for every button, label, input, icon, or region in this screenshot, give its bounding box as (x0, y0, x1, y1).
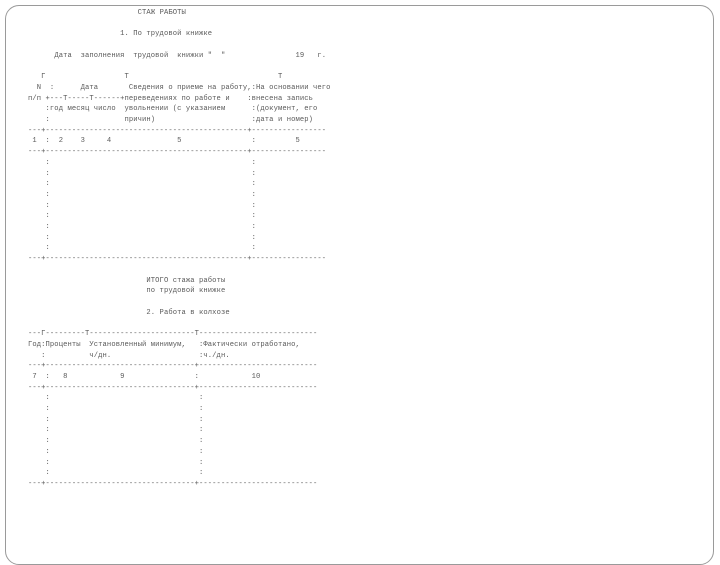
table2-rule-mid: ---+----------------------------------+--------------------------- (28, 383, 318, 392)
table1-empty-row: : : (28, 180, 257, 189)
table1-rule-top: Г Т Т (28, 73, 283, 82)
table2-header-line: Год:Проценты Установленный минимум, :Фактически отработано, (28, 340, 300, 349)
table1-empty-row: : : (28, 212, 257, 221)
table2-empty-row: : : (28, 447, 204, 456)
table2-empty-row: : : (28, 415, 204, 424)
document-title (28, 9, 138, 17)
document-sheet (28, 8, 440, 534)
table2-column-numbers: 7 : 8 9 : 10 (28, 372, 261, 381)
total-line-1: ИТОГО стажа работы (146, 276, 226, 285)
document-text (28, 8, 331, 490)
section2-heading: 2. Работа в колхозе (146, 308, 230, 317)
table1-header-line: : причин) :дата и номер) (28, 116, 314, 125)
table2-rule-top: ---Г---------T------------------------T--------------------------- (28, 330, 318, 339)
table1-empty-row: : : (28, 190, 257, 199)
table1-empty-row: : : (28, 158, 257, 167)
table1-empty-row: : : (28, 223, 257, 232)
table2-rule-bottom: ---+----------------------------------+--------------------------- (28, 479, 318, 488)
table2-empty-row: : : (28, 426, 204, 435)
table1-header-line: :год месяц число увольнении (с указанием :(документ, его (28, 105, 318, 114)
document-title-text: СТАЖ РАБОТЫ (137, 9, 186, 17)
table1-rule-mid: ---+----------------------------------------------+----------------- (28, 148, 327, 157)
table1-header-line: п/п +---T-----T------+переведениях по работе и :внесена запись (28, 94, 314, 103)
fill-date-line: Дата заполнения трудовой книжки " " 19 г. (54, 51, 327, 60)
table1-empty-row: : : (28, 201, 257, 210)
table1-header-line: N : Дата Сведения о приеме на работу,:На основании чего (28, 83, 331, 92)
table1-column-numbers: 1 : 2 3 4 5 : 5 (28, 137, 300, 146)
table2-empty-row: : : (28, 469, 204, 478)
table1-empty-row: : : (28, 233, 257, 242)
table1-empty-row: : : (28, 244, 257, 253)
table2-empty-row: : : (28, 437, 204, 446)
table2-header-line: ---+----------------------------------+--------------------------- (28, 362, 318, 371)
section1-heading: 1. По трудовой книжке (120, 30, 213, 39)
table1-rule-bottom: ---+----------------------------------------------+----------------- (28, 255, 327, 264)
total-line-2: по трудовой книжке (146, 287, 226, 296)
table1-rule-mid: ---+----------------------------------------------+----------------- (28, 126, 327, 135)
table2-empty-row: : : (28, 394, 204, 403)
table2-header-line: : ч/дн. :ч./дн. (28, 351, 230, 360)
table2-empty-row: : : (28, 405, 204, 414)
table2-empty-row: : : (28, 458, 204, 467)
table1-empty-row: : : (28, 169, 257, 178)
